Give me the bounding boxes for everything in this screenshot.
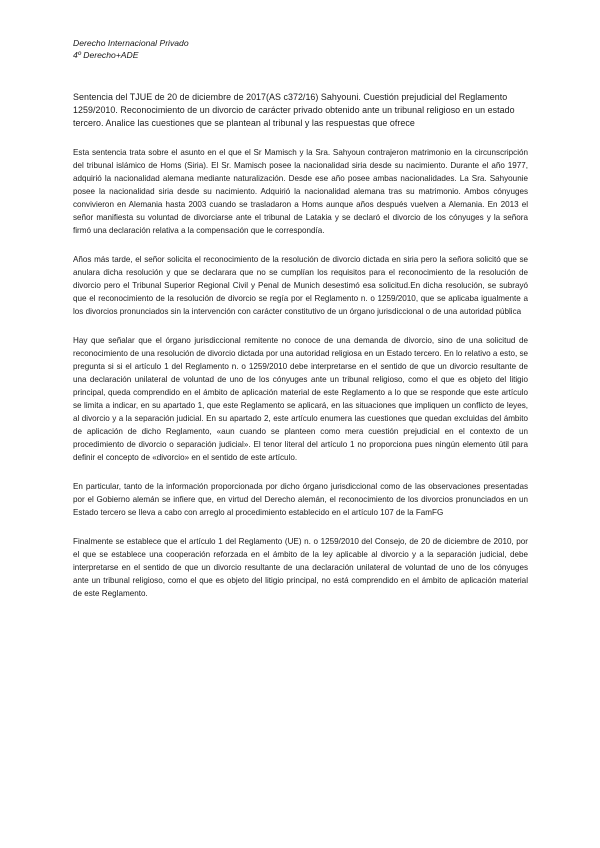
document-page [73, 37, 528, 600]
course-title: Derecho Internacional Privado [73, 38, 189, 48]
paragraph-5: Finalmente se establece que el artículo 1 del Reglamento (UE) n. o 1259/2010 del Consejo, de 20 de diciembre de 2010, por el que se establece una cooperación reforzada en el ámbito de la ley aplicable al divorcio y a la separación judicial, debe interpretarse en el sentido de que un divorcio resultante de una declaración unilateral de voluntad de uno de los cónyuges ante un tribunal religioso, como el que es objeto del litigio principal, no está comprendido en el ámbito de aplicación material de este Reglamento. [73, 537, 528, 598]
paragraph-4: En particular, tanto de la información proporcionada por dicho órgano jurisdiccional como de las observaciones presentadas por el Gobierno alemán se infiere que, en virtud del Derecho alemán, el reconocimiento de los divorcios pronunciados en un Estado tercero se lleva a cabo con arreglo al procedimiento establecido en el artículo 107 de la FamFG [73, 482, 528, 517]
paragraph-3: Hay que señalar que el órgano jurisdiccional remitente no conoce de una demanda de divorcio, sino de una solicitud de reconocimiento de una resolución de divorcio dictada por una autoridad religiosa en un Estado tercero. En lo relativo a esto, se pregunta si si el artículo 1 del Reglamento n. o 1259/2010 debe interpretarse en el sentido de que un divorcio resultante de una declaración unilateral de voluntad de uno de los cónyuges ante un tribunal religioso, como el que es objeto del litigio principal, queda comprendido en el ámbito de aplicación material de este Reglamento a lo que se responde que este artículo se limita a indicar, en su apartado 1, que este Reglamento se aplicará, en las situaciones que impliquen un conflicto de leyes, al divorcio y a la separación judicial. En su apartado 2, este artículo enumera las cuestiones que quedan excluidas del ámbito de aplicación de dicho Reglamento, «aun cuando se planteen como mera cuestión prejudicial en el contexto de un procedimiento de divorcio o separación judicial». El tenor literal del artículo 1 no proporciona pues ningún elemento útil para definir el concepto de «divorcio» en el sentido de este artículo. [73, 336, 528, 462]
paragraph-2: Años más tarde, el señor solicita el reconocimiento de la resolución de divorcio dictada en siria pero la señora solicitó que se anulara dicha resolución y que se declarara que no se cumplían los requisitos para el reconocimiento de la resolución de divorcio pero el Tribunal Superior Regional Civil y Penal de Munich desestimó esa solicitud.En dicha resolución, se subrayó que el reconocimiento de la resolución de divorcio se regía por el Reglamento n. o 1259/2010, que se aplicaba igualmente a los divorcios pronunciados sin la intervención con carácter constitutivo de un órgano jurisdiccional o de una autoridad pública [73, 255, 528, 316]
paragraph-1: Esta sentencia trata sobre el asunto en el que el Sr Mamisch y la Sra. Sahyoun contrajeron matrimonio en la circunscripción del tribunal islámico de Homs (Siria). El Sr. Mamisch posee la nacionalidad siria desde su nacimiento. Durante el año 1977, adquirió la nacionalidad alemana mediante naturalización. Desde ese año posee ambas nacionalidades. La Sra. Sahyounie posee la nacionalidad siria desde su nacimiento. Adquirió la nacionalidad alemana tras su matrimonio. Ambos cónyuges convivieron en Alemania hasta 2003 cuando se trasladaron a Homs aunque años después vuelven a Alemania. En 2013 el señor manifiesta su voluntad de divorciarse ante el tribunal de Latakia y se declaró el divorcio de los cónyuges y la señora firmó una declaración relativa a la compensación que le correspondía. [73, 148, 528, 235]
course-group: 4º Derecho+ADE [73, 50, 139, 60]
question-statement: Sentencia del TJUE de 20 de diciembre de 2017(AS c372/16) Sahyouni. Cuestión prejudicial del Reglamento 1259/2010. Reconocimiento de un divorcio de carácter privado obtenido ante un tribunal religioso en un estado tercero. Analice las cuestiones que se plantean al tribunal y las respuestas que ofrece [73, 92, 515, 128]
